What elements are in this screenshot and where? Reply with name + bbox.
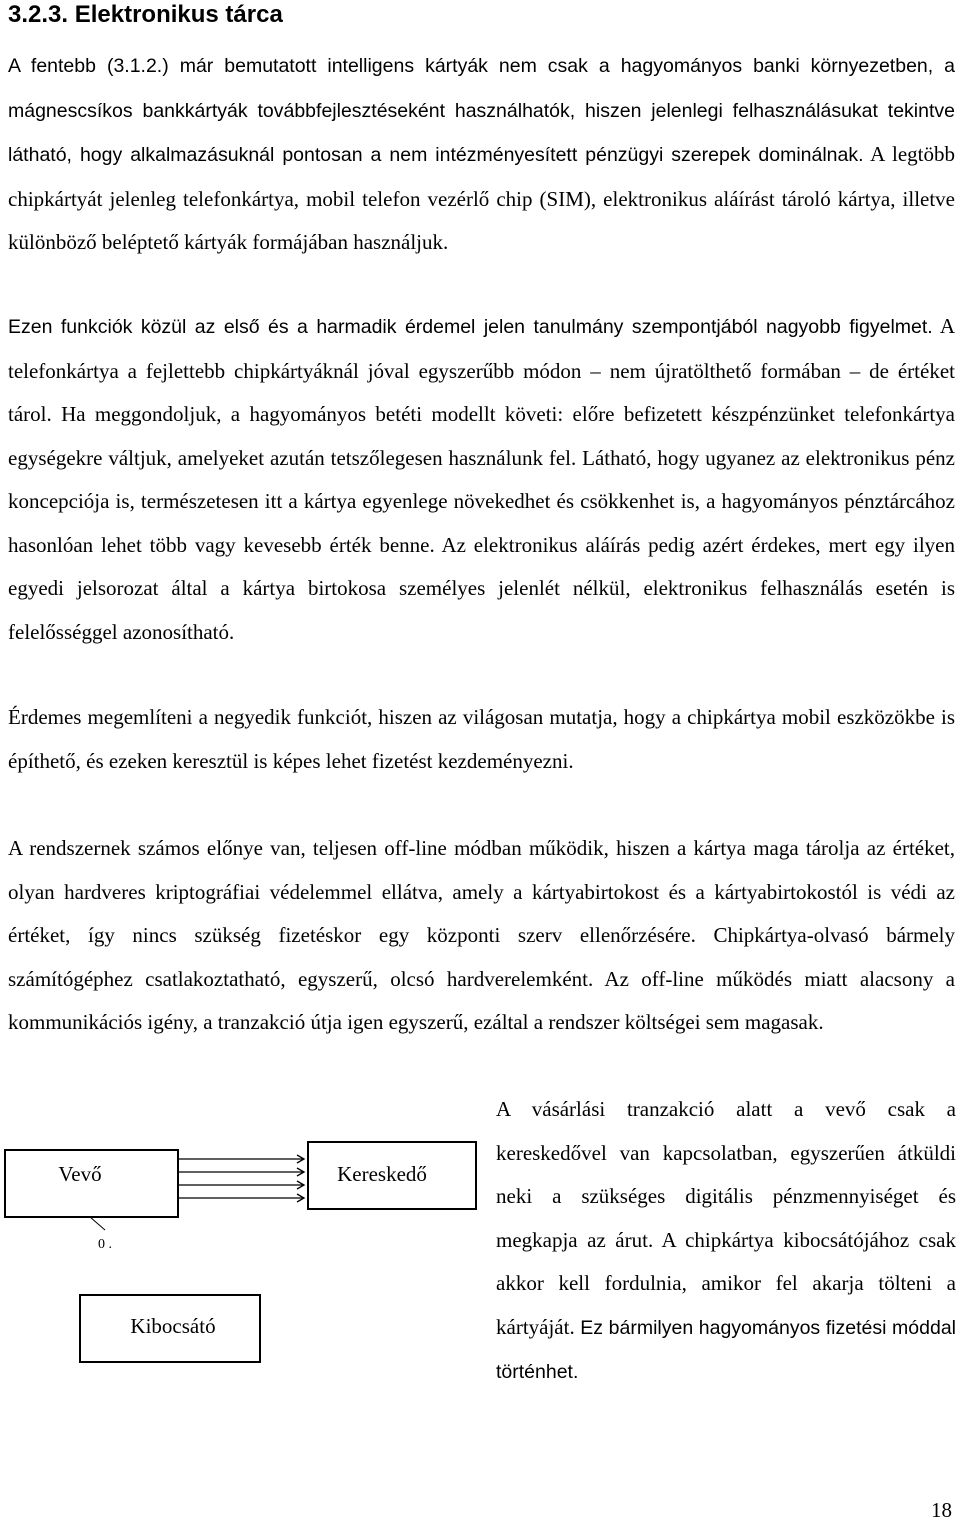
paragraph-3: Érdemes megemlíteni a negyedik funkciót, hiszen az világosan mutatja, hogy a chipkártya mobil eszközökbe is építhető, és ezeken keresztül is képes lehet fizetést kezdeményezni. [8, 705, 955, 773]
buyer-label: Vevő [58, 1162, 102, 1186]
paragraph-4: A rendszernek számos előnye van, teljesen off-line módban működik, hiszen a kártya maga tárolja az értéket, olyan hardveres kriptográfiai védelemmel ellátva, amely a kártyabirtokost és a kártyabirtokostól is védi az értéket, így nincs szükség fizetéskor egy központi szerv ellenőrzésére. Chipkártya-olvasó bármely számítógéphez csatlakoztatható, egyszerű, olcsó hardverelemként. Az off-line működés miatt alacsony a kommunikációs igény, a tranzakció útja igen egyszerű, ezáltal a rendszer költségei sem magasak. [8, 836, 955, 1034]
merchant-label: Kereskedő [337, 1162, 427, 1186]
paragraph-5-serif-part: A vásárlási tranzakció alatt a vevő csak a kereskedővel van kapcsolatban, egyszerűen átküldi neki a szükséges digitális pénzmennyiséget és megkapja az árut. A chipkártya kibocsátójához csak akkor kell fordulnia, amikor fel akarja tölteni a kártyáját. [496, 1097, 956, 1339]
paragraph-2 [8, 305, 955, 654]
paragraph-1-sans-part: A fentebb (3.1.2.) már bemutatott intelligens kártyák nem csak a hagyományos banki környezetben, a mágnescsíkos bankkártyák továbbfejlesztéseként használhatók, hiszen jelenlegi felhasználásukat tekintve látható, hogy alkalmazásuknál pontosan a nem intézményesített pénzügyi szerepek dominálnak. [8, 55, 955, 166]
paragraph-5-sans-part: Ez bármilyen hagyományos fizetési móddal történhet. [496, 1316, 956, 1383]
buyer-merchant-arrows [178, 1155, 304, 1202]
payment-flow-diagram [0, 1120, 490, 1380]
paragraph-1 [8, 44, 955, 265]
paragraph-2-sans-part: Ezen funkciók közül az első és a harmadik érdemel jelen tanulmány szempontjából nagyobb figyelmet. [8, 316, 933, 338]
connector-label: 0 . [98, 1237, 112, 1252]
paragraph-5 [496, 1088, 956, 1395]
page-number: 18 [931, 1498, 952, 1522]
section-heading: 3.2.3. Elektronikus tárca [8, 1, 283, 28]
paragraph-1-serif-part: A legtöbb chipkártyát jelenleg telefonkártya, mobil telefon vezérlő chip (SIM), elektronikus aláírást tároló kártya, illetve különböző beléptető kártyák formájában használjuk. [8, 142, 955, 254]
connector-line [90, 1217, 105, 1230]
issuer-label: Kibocsátó [130, 1314, 216, 1338]
paragraph-2-serif-part: A telefonkártya a fejlettebb chipkártyáknál jóval egyszerűbb módon – nem újratölthető formában – de értéket tárol. Ha meggondoljuk, a hagyományos betéti modellt követi: előre befizetett készpénzünket telefonkártya egységekre váltjuk, amelyeket azután tetszőlegesen használunk fel. Látható, hogy ugyanez az elektronikus pénz koncepciója is, természetesen itt a kártya egyenlege növekedhet és csökkenhet is, a hagyományos pénztárcához hasonlóan lehet több vagy kevesebb érték benne. Az elektronikus aláírás pedig azért érdekes, mert egy ilyen egyedi jelsorozat által a kártya birtokosa személyes jelenlét nélkül, elektronikus felhasználás esetén is felelősséggel azonosítható. [8, 314, 955, 644]
